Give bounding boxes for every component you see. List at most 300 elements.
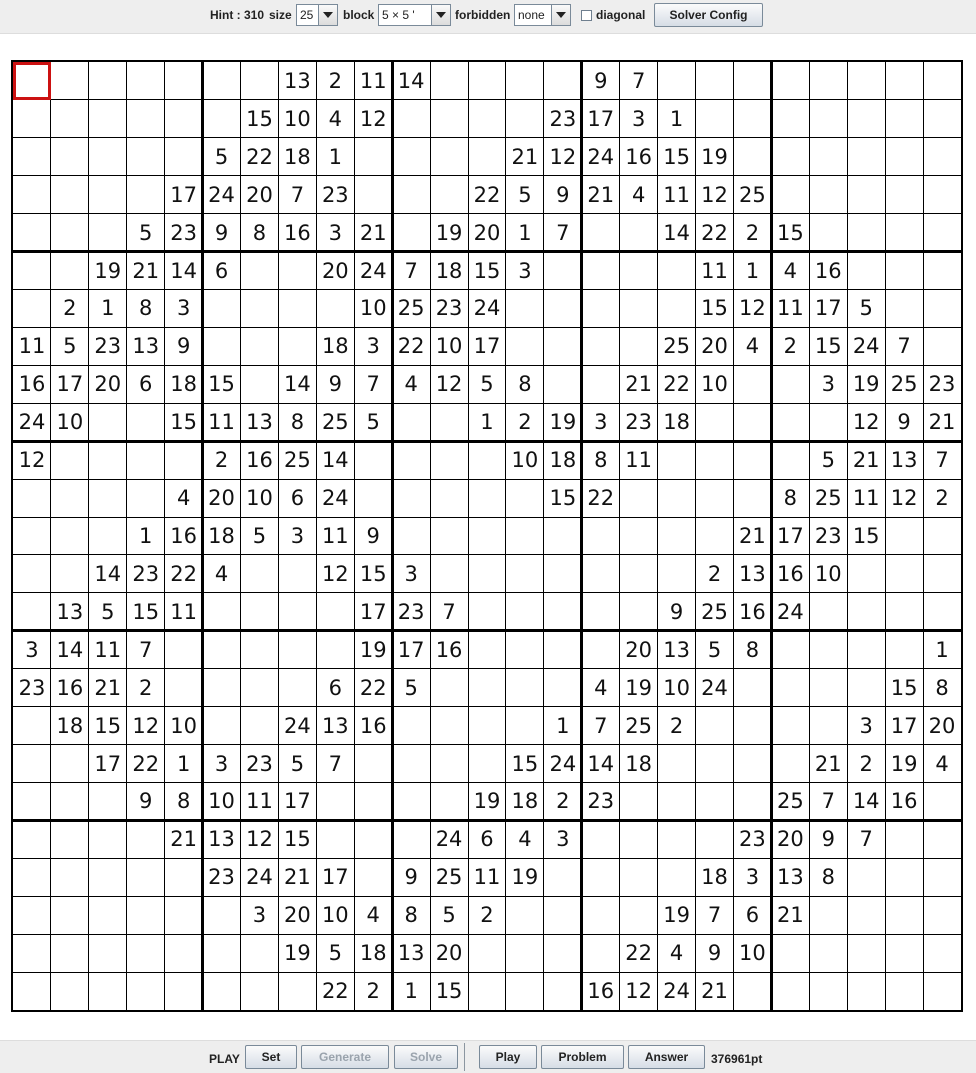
grid-cell[interactable]: 23	[549, 106, 577, 131]
grid-cell[interactable]: 18	[435, 258, 463, 283]
chevron-down-icon[interactable]	[551, 5, 570, 25]
grid-cell[interactable]: 24	[587, 144, 615, 169]
grid-cell[interactable]	[733, 62, 771, 100]
grid-cell[interactable]: 4	[518, 827, 532, 852]
grid-cell[interactable]	[771, 972, 809, 1010]
diagonal-checkbox[interactable]	[581, 10, 592, 21]
grid-cell[interactable]	[809, 669, 847, 707]
grid-cell[interactable]	[506, 934, 544, 972]
grid-cell[interactable]: 16	[890, 789, 918, 814]
grid-cell[interactable]	[544, 517, 582, 555]
grid-cell[interactable]: 3	[745, 865, 760, 890]
grid-cell[interactable]	[392, 176, 430, 214]
grid-cell[interactable]	[733, 707, 771, 745]
grid-cell[interactable]: 4	[328, 106, 342, 131]
grid-cell[interactable]	[278, 290, 316, 328]
grid-cell[interactable]: 5	[290, 751, 305, 776]
grid-cell[interactable]: 14	[852, 789, 880, 814]
grid-cell[interactable]: 21	[625, 372, 653, 397]
grid-cell[interactable]	[241, 707, 279, 745]
grid-cell[interactable]: 6	[214, 258, 229, 283]
grid-cell[interactable]	[278, 327, 316, 365]
grid-cell[interactable]	[468, 669, 506, 707]
grid-cell[interactable]: 21	[170, 827, 197, 852]
grid-cell[interactable]: 16	[814, 258, 842, 283]
grid-cell[interactable]: 7	[594, 713, 608, 738]
grid-cell[interactable]	[658, 62, 696, 100]
grid-cell[interactable]	[468, 100, 506, 138]
grid-cell[interactable]: 3	[821, 372, 835, 397]
grid-cell[interactable]	[885, 858, 923, 896]
grid-cell[interactable]: 7	[366, 372, 380, 397]
grid-cell[interactable]: 14	[56, 637, 84, 662]
grid-cell[interactable]: 1	[480, 410, 494, 435]
grid-cell[interactable]	[847, 593, 885, 631]
grid-cell[interactable]: 19	[625, 675, 653, 700]
grid-cell[interactable]	[241, 555, 279, 593]
grid-cell[interactable]: 15	[852, 523, 880, 548]
grid-cell[interactable]	[809, 62, 847, 100]
grid-cell[interactable]	[696, 517, 734, 555]
grid-cell[interactable]	[658, 290, 696, 328]
grid-cell[interactable]: 12	[435, 372, 463, 397]
grid-cell[interactable]	[809, 593, 847, 631]
grid-cell[interactable]	[544, 669, 582, 707]
grid-cell[interactable]: 6	[139, 372, 153, 397]
grid-cell[interactable]	[468, 631, 506, 669]
chevron-down-icon[interactable]	[318, 5, 337, 25]
grid-cell[interactable]	[809, 707, 847, 745]
grid-cell[interactable]	[620, 820, 658, 858]
grid-cell[interactable]	[316, 820, 354, 858]
grid-cell[interactable]	[51, 972, 89, 1010]
grid-cell[interactable]	[51, 782, 89, 820]
grid-cell[interactable]	[468, 441, 506, 479]
grid-cell[interactable]	[13, 820, 51, 858]
grid-cell[interactable]: 7	[631, 68, 646, 93]
grid-cell[interactable]	[582, 593, 620, 631]
grid-cell[interactable]: 3	[366, 334, 380, 359]
grid-cell[interactable]: 17	[170, 182, 197, 207]
grid-cell[interactable]: 1	[139, 523, 153, 548]
grid-cell[interactable]: 24	[284, 713, 311, 738]
grid-cell[interactable]: 11	[663, 182, 690, 207]
grid-cell[interactable]: 5	[480, 372, 494, 397]
grid-cell[interactable]	[13, 934, 51, 972]
grid-cell[interactable]: 9	[707, 941, 722, 966]
grid-cell[interactable]: 3	[176, 296, 191, 321]
grid-cell[interactable]	[847, 62, 885, 100]
grid-cell[interactable]: 20	[321, 258, 349, 283]
grid-cell[interactable]	[430, 669, 468, 707]
grid-cell[interactable]	[885, 896, 923, 934]
grid-cell[interactable]: 11	[701, 258, 728, 283]
grid-cell[interactable]: 7	[404, 258, 418, 283]
grid-cell[interactable]	[316, 290, 354, 328]
grid-cell[interactable]	[392, 100, 430, 138]
grid-cell[interactable]	[165, 138, 203, 176]
grid-cell[interactable]	[13, 707, 51, 745]
grid-cell[interactable]: 5	[404, 675, 418, 700]
grid-cell[interactable]: 11	[473, 865, 501, 890]
grid-cell[interactable]	[620, 517, 658, 555]
grid-cell[interactable]: 15	[94, 713, 122, 738]
grid-cell[interactable]	[658, 555, 696, 593]
grid-cell[interactable]: 7	[821, 789, 835, 814]
grid-cell[interactable]	[165, 631, 203, 669]
grid-cell[interactable]	[13, 972, 51, 1010]
grid-cell[interactable]	[885, 138, 923, 176]
grid-cell[interactable]: 2	[745, 220, 760, 245]
grid-cell[interactable]: 7	[290, 182, 305, 207]
grid-cell[interactable]	[278, 631, 316, 669]
grid-cell[interactable]	[51, 745, 89, 783]
grid-cell[interactable]: 15	[473, 258, 501, 283]
grid-cell[interactable]	[885, 517, 923, 555]
grid-cell[interactable]: 2	[366, 979, 380, 1004]
grid-cell[interactable]	[582, 934, 620, 972]
grid-cell[interactable]: 12	[549, 144, 577, 169]
grid-cell[interactable]	[923, 820, 961, 858]
grid-cell[interactable]	[620, 555, 658, 593]
grid-cell[interactable]: 20	[208, 486, 235, 511]
grid-cell[interactable]	[809, 138, 847, 176]
grid-cell[interactable]: 5	[442, 903, 456, 928]
grid-cell[interactable]	[241, 631, 279, 669]
grid-cell[interactable]	[165, 62, 203, 100]
grid-cell[interactable]	[544, 555, 582, 593]
set-button[interactable]: Set	[245, 1045, 297, 1069]
grid-cell[interactable]	[544, 327, 582, 365]
grid-cell[interactable]	[13, 100, 51, 138]
grid-cell[interactable]	[809, 972, 847, 1010]
grid-cell[interactable]	[392, 214, 430, 252]
grid-cell[interactable]: 4	[404, 372, 418, 397]
grid-cell[interactable]	[582, 820, 620, 858]
grid-cell[interactable]: 10	[701, 372, 728, 397]
grid-cell[interactable]: 3	[859, 713, 873, 738]
answer-button[interactable]: Answer	[628, 1045, 705, 1069]
grid-cell[interactable]	[506, 479, 544, 517]
grid-cell[interactable]: 21	[132, 258, 160, 283]
grid-cell[interactable]	[847, 100, 885, 138]
grid-cell[interactable]: 13	[132, 334, 160, 359]
grid-cell[interactable]: 3	[556, 827, 570, 852]
grid-cell[interactable]	[354, 782, 392, 820]
grid-cell[interactable]: 19	[852, 372, 880, 397]
grid-cell[interactable]	[506, 100, 544, 138]
grid-cell[interactable]: 4	[745, 334, 760, 359]
grid-cell[interactable]: 13	[663, 637, 690, 662]
grid-cell[interactable]: 23	[625, 410, 653, 435]
grid-cell[interactable]	[316, 631, 354, 669]
grid-cell[interactable]: 21	[852, 448, 880, 473]
grid-cell[interactable]	[544, 972, 582, 1010]
grid-cell[interactable]: 15	[170, 410, 197, 435]
grid-cell[interactable]: 3	[25, 637, 39, 662]
grid-cell[interactable]: 12	[701, 182, 728, 207]
grid-cell[interactable]	[430, 62, 468, 100]
grid-cell[interactable]	[506, 707, 544, 745]
grid-cell[interactable]: 24	[435, 827, 463, 852]
grid-cell[interactable]	[885, 934, 923, 972]
grid-cell[interactable]	[885, 820, 923, 858]
grid-cell[interactable]: 20	[435, 941, 463, 966]
grid-cell[interactable]: 14	[170, 258, 197, 283]
grid-cell[interactable]: 22	[359, 675, 387, 700]
grid-cell[interactable]	[13, 252, 51, 290]
grid-cell[interactable]	[544, 934, 582, 972]
grid-cell[interactable]: 4	[214, 561, 229, 586]
size-select[interactable]	[296, 4, 338, 26]
grid-cell[interactable]	[430, 403, 468, 441]
grid-cell[interactable]: 21	[94, 675, 122, 700]
grid-cell[interactable]: 9	[821, 827, 835, 852]
grid-cell[interactable]: 24	[18, 410, 46, 435]
grid-cell[interactable]: 2	[669, 713, 684, 738]
grid-cell[interactable]: 14	[397, 68, 425, 93]
grid-cell[interactable]	[658, 745, 696, 783]
grid-cell[interactable]	[696, 782, 734, 820]
grid-cell[interactable]: 8	[176, 789, 191, 814]
grid-cell[interactable]: 24	[701, 675, 728, 700]
grid-cell[interactable]: 10	[321, 903, 349, 928]
grid-cell[interactable]: 1	[935, 637, 949, 662]
grid-cell[interactable]: 15	[359, 561, 387, 586]
grid-cell[interactable]	[847, 858, 885, 896]
grid-cell[interactable]: 9	[556, 182, 570, 207]
grid-cell[interactable]: 18	[284, 144, 311, 169]
grid-cell[interactable]: 11	[776, 296, 804, 321]
grid-cell[interactable]: 5	[859, 296, 873, 321]
grid-cell[interactable]: 6	[480, 827, 494, 852]
grid-cell[interactable]: 21	[511, 144, 539, 169]
grid-cell[interactable]	[544, 631, 582, 669]
grid-cell[interactable]: 11	[94, 637, 122, 662]
grid-cell[interactable]	[241, 972, 279, 1010]
grid-cell[interactable]	[696, 745, 734, 783]
grid-cell[interactable]	[923, 858, 961, 896]
grid-cell[interactable]: 9	[669, 599, 684, 624]
grid-cell[interactable]: 10	[511, 448, 539, 473]
block-select[interactable]	[378, 4, 451, 26]
grid-cell[interactable]: 19	[435, 220, 463, 245]
grid-cell[interactable]	[506, 972, 544, 1010]
grid-cell[interactable]	[51, 517, 89, 555]
grid-cell[interactable]: 2	[556, 789, 570, 814]
grid-cell[interactable]: 17	[776, 523, 804, 548]
grid-cell[interactable]: 19	[284, 941, 311, 966]
grid-cell[interactable]: 24	[776, 599, 804, 624]
grid-cell[interactable]: 21	[928, 410, 956, 435]
grid-cell[interactable]: 4	[176, 486, 191, 511]
grid-cell[interactable]	[923, 782, 961, 820]
grid-cell[interactable]: 5	[518, 182, 532, 207]
grid-cell[interactable]: 14	[587, 751, 615, 776]
grid-cell[interactable]: 8	[139, 296, 153, 321]
grid-cell[interactable]: 14	[321, 448, 349, 473]
grid-cell[interactable]: 7	[556, 220, 570, 245]
forbidden-select[interactable]	[514, 4, 571, 26]
grid-cell[interactable]: 21	[701, 979, 728, 1004]
grid-cell[interactable]: 9	[328, 372, 342, 397]
grid-cell[interactable]	[544, 62, 582, 100]
grid-cell[interactable]	[430, 707, 468, 745]
grid-cell[interactable]: 11	[852, 486, 880, 511]
grid-cell[interactable]: 2	[139, 675, 153, 700]
grid-cell[interactable]: 6	[290, 486, 305, 511]
grid-cell[interactable]	[923, 593, 961, 631]
grid-cell[interactable]: 22	[625, 941, 653, 966]
grid-cell[interactable]	[392, 707, 430, 745]
grid-cell[interactable]	[127, 896, 165, 934]
grid-cell[interactable]	[13, 479, 51, 517]
grid-cell[interactable]	[165, 858, 203, 896]
grid-cell[interactable]	[544, 896, 582, 934]
grid-cell[interactable]	[13, 593, 51, 631]
grid-cell[interactable]	[582, 214, 620, 252]
grid-cell[interactable]: 1	[669, 106, 684, 131]
grid-cell[interactable]: 24	[246, 865, 273, 890]
grid-cell[interactable]: 22	[473, 182, 501, 207]
grid-cell[interactable]: 8	[821, 865, 835, 890]
grid-cell[interactable]	[89, 138, 127, 176]
grid-cell[interactable]	[771, 365, 809, 403]
grid-cell[interactable]: 17	[284, 789, 311, 814]
grid-cell[interactable]	[89, 441, 127, 479]
grid-cell[interactable]	[620, 479, 658, 517]
grid-cell[interactable]	[354, 138, 392, 176]
grid-cell[interactable]	[13, 858, 51, 896]
grid-cell[interactable]: 15	[435, 979, 463, 1004]
grid-cell[interactable]: 2	[783, 334, 798, 359]
grid-cell[interactable]: 20	[94, 372, 122, 397]
grid-cell[interactable]	[468, 62, 506, 100]
grid-cell[interactable]	[203, 707, 241, 745]
grid-cell[interactable]: 12	[359, 106, 387, 131]
grid-cell[interactable]	[771, 934, 809, 972]
grid-cell[interactable]: 16	[435, 637, 463, 662]
grid-cell[interactable]	[809, 403, 847, 441]
grid-cell[interactable]	[544, 593, 582, 631]
grid-cell[interactable]: 16	[56, 675, 84, 700]
grid-cell[interactable]	[923, 327, 961, 365]
grid-cell[interactable]	[127, 138, 165, 176]
grid-cell[interactable]	[885, 252, 923, 290]
grid-cell[interactable]	[89, 972, 127, 1010]
grid-cell[interactable]	[923, 555, 961, 593]
grid-cell[interactable]: 5	[252, 523, 267, 548]
grid-cell[interactable]: 11	[18, 334, 46, 359]
grid-cell[interactable]	[885, 555, 923, 593]
grid-cell[interactable]	[696, 100, 734, 138]
grid-cell[interactable]	[658, 782, 696, 820]
grid-cell[interactable]	[506, 896, 544, 934]
grid-cell[interactable]: 23	[587, 789, 615, 814]
grid-cell[interactable]: 23	[814, 523, 842, 548]
grid-cell[interactable]	[354, 745, 392, 783]
grid-cell[interactable]: 2	[328, 68, 342, 93]
grid-cell[interactable]: 17	[587, 106, 615, 131]
grid-cell[interactable]	[923, 517, 961, 555]
grid-cell[interactable]: 24	[359, 258, 387, 283]
grid-cell[interactable]	[392, 820, 430, 858]
grid-cell[interactable]	[771, 707, 809, 745]
grid-cell[interactable]	[771, 441, 809, 479]
grid-cell[interactable]	[127, 62, 165, 100]
grid-cell[interactable]	[847, 138, 885, 176]
grid-cell[interactable]: 5	[328, 941, 342, 966]
grid-cell[interactable]	[127, 820, 165, 858]
grid-cell[interactable]: 25	[625, 713, 653, 738]
grid-cell[interactable]: 10	[170, 713, 197, 738]
grid-cell[interactable]	[13, 745, 51, 783]
grid-cell[interactable]: 4	[935, 751, 949, 776]
grid-cell[interactable]	[165, 669, 203, 707]
grid-cell[interactable]	[430, 441, 468, 479]
grid-cell[interactable]	[89, 214, 127, 252]
chevron-down-icon[interactable]	[431, 5, 450, 25]
grid-cell[interactable]: 8	[290, 410, 305, 435]
grid-cell[interactable]	[923, 138, 961, 176]
grid-cell[interactable]: 22	[397, 334, 425, 359]
grid-cell[interactable]	[51, 62, 89, 100]
grid-cell[interactable]	[771, 745, 809, 783]
grid-cell[interactable]	[620, 782, 658, 820]
grid-cell[interactable]: 7	[859, 827, 873, 852]
grid-cell[interactable]: 3	[594, 410, 608, 435]
grid-cell[interactable]	[506, 669, 544, 707]
grid-cell[interactable]: 13	[208, 827, 235, 852]
grid-cell[interactable]: 13	[776, 865, 804, 890]
grid-cell[interactable]	[51, 934, 89, 972]
grid-cell[interactable]: 18	[170, 372, 197, 397]
grid-cell[interactable]: 10	[359, 296, 387, 321]
grid-cell[interactable]: 10	[814, 561, 842, 586]
grid-cell[interactable]: 10	[739, 941, 766, 966]
grid-cell[interactable]	[278, 555, 316, 593]
grid-cell[interactable]	[203, 631, 241, 669]
grid-cell[interactable]: 7	[935, 448, 949, 473]
grid-cell[interactable]	[51, 138, 89, 176]
grid-cell[interactable]	[658, 820, 696, 858]
grid-cell[interactable]: 3	[631, 106, 646, 131]
grid-cell[interactable]	[89, 479, 127, 517]
grid-cell[interactable]	[468, 745, 506, 783]
grid-cell[interactable]: 16	[246, 448, 273, 473]
grid-cell[interactable]	[468, 138, 506, 176]
grid-cell[interactable]: 2	[518, 410, 532, 435]
grid-cell[interactable]: 1	[518, 220, 532, 245]
grid-cell[interactable]	[885, 214, 923, 252]
grid-cell[interactable]	[127, 479, 165, 517]
grid-cell[interactable]: 15	[663, 144, 690, 169]
grid-cell[interactable]: 10	[56, 410, 84, 435]
grid-cell[interactable]: 24	[321, 486, 349, 511]
grid-cell[interactable]	[203, 669, 241, 707]
grid-cell[interactable]: 9	[897, 410, 911, 435]
grid-cell[interactable]	[241, 62, 279, 100]
grid-cell[interactable]	[733, 365, 771, 403]
grid-cell[interactable]: 18	[321, 334, 349, 359]
grid-cell[interactable]: 18	[359, 941, 387, 966]
grid-cell[interactable]: 15	[246, 106, 273, 131]
grid-cell[interactable]: 17	[359, 599, 387, 624]
grid-cell[interactable]	[771, 100, 809, 138]
grid-cell[interactable]: 16	[776, 561, 804, 586]
grid-cell[interactable]	[392, 138, 430, 176]
grid-cell[interactable]: 13	[56, 599, 84, 624]
